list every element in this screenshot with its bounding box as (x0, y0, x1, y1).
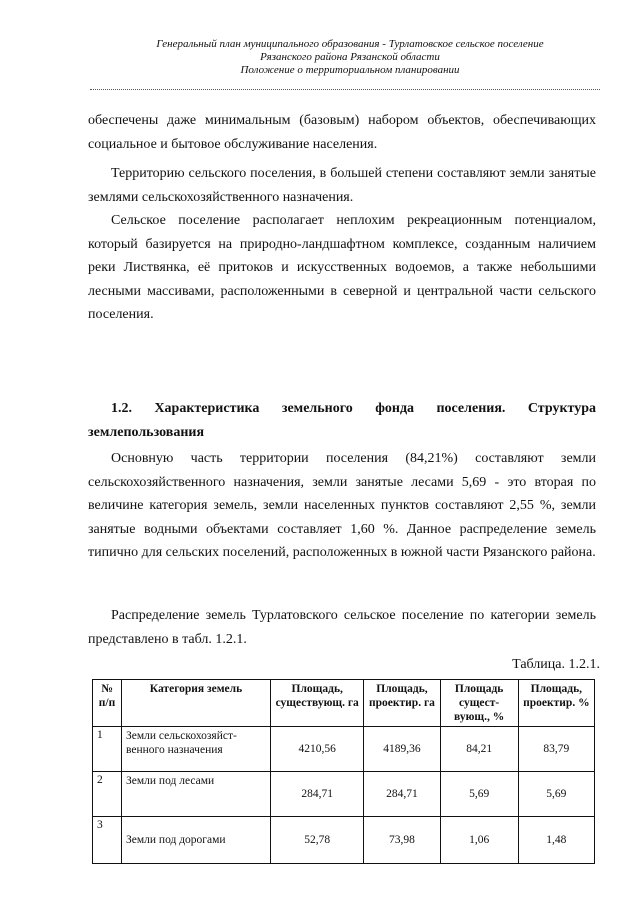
land-categories-table (92, 679, 595, 864)
page-header (100, 38, 600, 77)
header-line-3: Положение о территориальном планировании (240, 64, 460, 76)
header-divider (90, 89, 600, 90)
cell-category: Земли сельскохозяйст-венного назначения (122, 727, 271, 772)
cell-number: 3 (93, 817, 122, 864)
cell-category: Земли под дорогами (122, 817, 271, 864)
table-header-row (93, 680, 595, 727)
cell-percent-existing: 1,06 (440, 817, 518, 864)
cell-area-existing: 4210,56 (271, 727, 364, 772)
cell-area-existing: 284,71 (271, 772, 364, 817)
header-cell-percent-existing: Площадь сущест-вующ., % (440, 680, 518, 727)
header-cell-category: Категория земель (122, 680, 271, 727)
header-cell-number: № п/п (93, 680, 122, 727)
table-row (93, 772, 595, 817)
section-paragraph-1: Основную часть территории поселения (84,21%) составляют земли сельскохозяйственного назначения, земли занятые лесами 5,69 - это вторая по величине категория земель, земли населенных пунктов составляют 2,55 %, земли занятые водными объектами составляет 1,60 %. Данное распределение земель типично для сельских поселений, расположенных в южной части Рязанского района. (88, 451, 596, 560)
header-cell-percent-projected: Площадь, проектир. % (518, 680, 594, 727)
table-row (93, 817, 595, 864)
paragraph-3: Сельское поселение располагает неплохим рекреационным потенциалом, который базируется на природно-ландшафтном комплексе, созданным наличием реки Листвянка, её притоков и искусственных водоемов, а также небольшими лесными массивами, расположенными в северной и центральной части сельского поселения. (88, 213, 596, 322)
header-cell-area-projected: Площадь, проектир. га (364, 680, 440, 727)
cell-percent-projected: 83,79 (518, 727, 594, 772)
header-line-2: Рязанского района Рязанской области (260, 51, 440, 63)
section-paragraph-2: Распределение земель Турлатовского сельское поселение по категории земель представлено в табл. 1.2.1. (88, 608, 596, 647)
header-cell-area-existing: Площадь, существующ. га (271, 680, 364, 727)
cell-area-projected: 73,98 (364, 817, 440, 864)
header-line-1: Генеральный план муниципального образования - Турлатовское сельское поселение (156, 38, 544, 50)
cell-percent-projected: 1,48 (518, 817, 594, 864)
cell-percent-existing: 84,21 (440, 727, 518, 772)
cell-area-existing: 52,78 (271, 817, 364, 864)
table-caption: Таблица. 1.2.1. (512, 657, 600, 672)
cell-number: 1 (93, 727, 122, 772)
cell-percent-existing: 5,69 (440, 772, 518, 817)
paragraph-1: обеспечены даже минимальным (базовым) набором объектов, обеспечивающих социальное и бытовое обслуживание населения. (88, 113, 596, 152)
cell-category: Земли под лесами (122, 772, 271, 817)
paragraph-2: Территорию сельского поселения, в большей степени составляют земли занятые землями сельскохозяйственного назначения. (88, 166, 596, 205)
cell-number: 2 (93, 772, 122, 817)
section-heading: 1.2. Характеристика земельного фонда поселения. Структура землепользования (88, 401, 596, 440)
cell-area-projected: 4189,36 (364, 727, 440, 772)
cell-area-projected: 284,71 (364, 772, 440, 817)
cell-percent-projected: 5,69 (518, 772, 594, 817)
table-row (93, 727, 595, 772)
